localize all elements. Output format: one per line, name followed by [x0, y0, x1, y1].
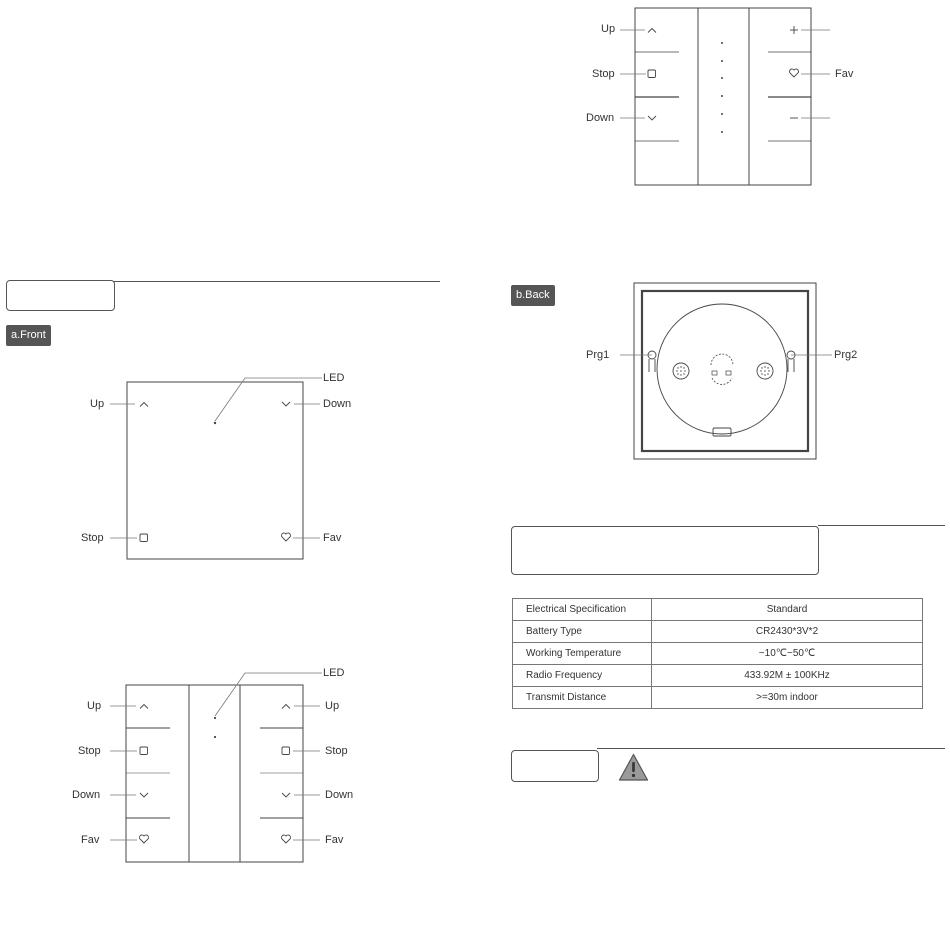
table-row: [513, 687, 923, 709]
spec-value: CR2430*3V*2: [652, 621, 923, 643]
heart-icon: [140, 835, 149, 843]
spec-key: Radio Frequency: [513, 665, 652, 687]
level-dot: [721, 113, 723, 115]
table-row: [513, 665, 923, 687]
spec-table: [512, 598, 923, 709]
heart-icon: [282, 533, 291, 541]
single-label-led: LED: [323, 372, 345, 384]
section-title-box-spec: [511, 526, 819, 575]
led-dot: [214, 736, 216, 738]
led-dot: [214, 422, 216, 424]
level-dot: [721, 42, 723, 44]
double-label-left-up: Up: [87, 700, 102, 712]
level-dot: [721, 95, 723, 97]
level-dot: [721, 77, 723, 79]
back-tag: b.Back: [511, 285, 555, 306]
section-rule-spec: [818, 525, 945, 526]
spec-value: >=30m indoor: [652, 687, 923, 709]
led-leader: [215, 378, 322, 421]
top-label-fav: Fav: [835, 68, 854, 80]
led-dot: [214, 717, 216, 719]
battery-cover: [657, 304, 787, 434]
section-title-box-left: [6, 280, 115, 311]
chevron-down-icon: [140, 793, 148, 797]
rotate-icon: [711, 354, 733, 365]
double-label-left-down: Down: [72, 789, 101, 801]
chevron-up-icon: [140, 705, 148, 709]
single-label-stop: Stop: [81, 532, 104, 544]
double-panel-diagram: [0, 660, 420, 870]
double-label-left-fav: Fav: [81, 834, 100, 846]
table-row: [513, 621, 923, 643]
table-row: [513, 643, 923, 665]
double-label-right-stop: Stop: [325, 745, 348, 757]
back-panel-diagram: [620, 278, 835, 468]
chevron-down-icon: [282, 793, 290, 797]
back-label-prg1: Prg1: [586, 349, 610, 361]
spec-key: Battery Type: [513, 621, 652, 643]
top-panel-diagram: [620, 0, 840, 195]
double-label-right-up: Up: [325, 700, 340, 712]
double-label-left-stop: Stop: [78, 745, 101, 757]
square-stop-icon: [648, 70, 656, 78]
section-rule-warning: [597, 748, 945, 749]
double-label-led: LED: [323, 667, 345, 679]
single-label-fav: Fav: [323, 532, 342, 544]
top-label-stop: Stop: [592, 68, 615, 80]
single-label-down: Down: [323, 398, 352, 410]
double-label-right-down: Down: [325, 789, 354, 801]
section-rule-left: [112, 281, 440, 282]
spec-key: Transmit Distance: [513, 687, 652, 709]
square-stop-icon: [140, 534, 148, 542]
chevron-down-icon: [648, 116, 656, 120]
led-leader: [215, 673, 322, 716]
double-label-right-fav: Fav: [325, 834, 344, 846]
double-panel-outline: [126, 685, 303, 862]
single-panel-diagram: [0, 360, 420, 570]
lock-icon: [726, 371, 731, 375]
top-label-up: Up: [601, 23, 616, 35]
heart-icon: [789, 69, 798, 77]
heart-icon: [282, 835, 291, 843]
warning-icon: [618, 753, 649, 782]
table-row: [513, 599, 923, 621]
level-dot: [721, 131, 723, 133]
spec-value: Standard: [652, 599, 923, 621]
spec-key: Working Temperature: [513, 643, 652, 665]
back-label-prg2: Prg2: [834, 349, 858, 361]
chevron-down-icon: [282, 402, 290, 406]
single-label-up: Up: [90, 398, 105, 410]
top-label-down: Down: [586, 112, 615, 124]
cover-tab: [713, 428, 731, 436]
spec-key: Electrical Specification: [513, 599, 652, 621]
section-title-box-warning: [511, 750, 599, 782]
unlock-icon: [712, 371, 717, 375]
level-dot: [721, 60, 723, 62]
spec-value: −10℃−50℃: [652, 643, 923, 665]
chevron-up-icon: [282, 705, 290, 709]
back-panel-outer: [634, 283, 816, 459]
square-stop-icon: [140, 747, 148, 755]
front-tag: a.Front: [6, 325, 51, 346]
square-stop-icon: [282, 747, 290, 755]
back-panel-inner: [642, 291, 808, 451]
chevron-up-icon: [140, 403, 148, 407]
single-panel-outline: [127, 382, 303, 559]
chevron-up-icon: [648, 29, 656, 33]
spec-value: 433.92M ± 100KHz: [652, 665, 923, 687]
